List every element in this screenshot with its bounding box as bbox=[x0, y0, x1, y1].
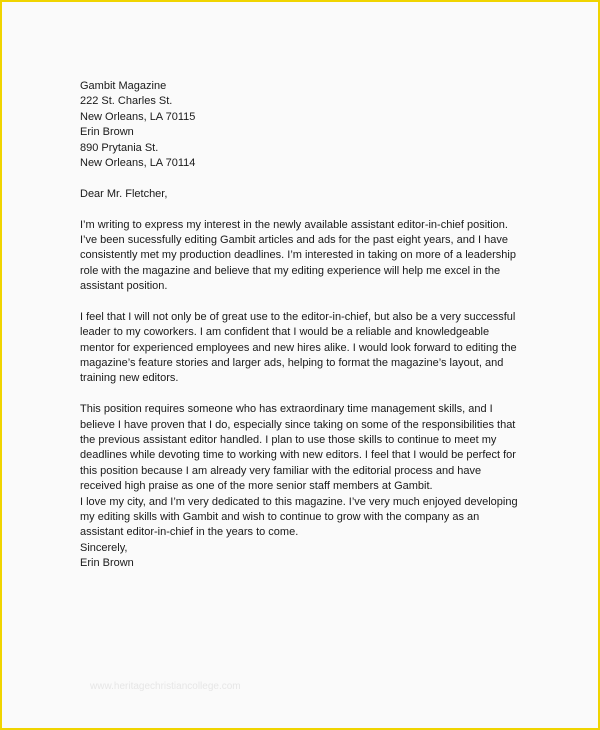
recipient-address-line: New Orleans, LA 70114 bbox=[80, 156, 196, 169]
paragraph-line: magazine’s feature stories and larger ads, helping to format the magazine’s layout, and bbox=[80, 357, 504, 370]
paragraph-2 bbox=[80, 310, 550, 387]
paragraph-line: role with the magazine and believe that my editing experience will help me excel in the bbox=[80, 264, 501, 277]
recipient-address bbox=[80, 125, 550, 171]
paragraph-line: believe I have proven that I do, especially since taking on some of the responsibilities that bbox=[80, 418, 516, 431]
signature: Erin Brown bbox=[80, 557, 134, 570]
paragraph-line: training new editors. bbox=[80, 372, 179, 385]
paragraph-line: mentor for experienced employees and new hires alike. I would look forward to editing the bbox=[80, 341, 517, 354]
paragraph-line: I love my city, and I’m very dedicated to this magazine. I’ve very much enjoyed developing bbox=[80, 495, 518, 508]
paragraph-line: leader to my coworkers. I am confident that I would be a reliable and knowledgeable bbox=[80, 326, 490, 339]
sender-address-line: Gambit Magazine bbox=[80, 80, 167, 92]
recipient-address-line: Erin Brown bbox=[80, 126, 134, 139]
cover-letter bbox=[80, 79, 550, 572]
recipient-address-line: 890 Prytania St. bbox=[80, 141, 159, 154]
paragraph-4 bbox=[80, 495, 550, 541]
paragraph-line: This position requires someone who has extraordinary time management skills, and I bbox=[80, 403, 493, 416]
sender-address-line: 222 St. Charles St. bbox=[80, 95, 173, 108]
paragraph-line: assistant editor-in-chief in the years to come. bbox=[80, 526, 299, 539]
paragraph-line: this position because I am already very familiar with the editorial process and have bbox=[80, 464, 482, 477]
paragraph-line: consistently met my production deadlines. I’m interested in taking on more of a leadership bbox=[80, 249, 516, 262]
watermark: www.heritagechristiancollege.com bbox=[90, 681, 241, 692]
paragraph-3 bbox=[80, 402, 550, 494]
paragraph-line: assistant position. bbox=[80, 280, 168, 293]
paragraph-line: I’ve been sucessfully editing Gambit articles and ads for the past eight years, and I have bbox=[80, 233, 509, 246]
salutation: Dear Mr. Fletcher, bbox=[80, 187, 168, 200]
paragraph-line: I’m writing to express my interest in the newly available assistant editor-in-chief position. bbox=[80, 218, 508, 231]
closing: Sincerely, bbox=[80, 541, 128, 554]
document-page bbox=[2, 2, 598, 728]
paragraph-line: I feel that I will not only be of great use to the editor-in-chief, but also be a very successful bbox=[80, 310, 516, 323]
paragraph-line: my editing skills with Gambit and wish to continue to grow with the company as an bbox=[80, 510, 480, 523]
paragraph-line: deadlines while devoting time to working with new editors. I feel that I would be perfect for bbox=[80, 449, 516, 462]
paragraph-line: the previous assistant editor handled. I plan to use those skills to continue to meet my bbox=[80, 433, 497, 446]
sender-address bbox=[80, 79, 550, 125]
paragraph-line: received high praise as one of the more senior staff members at Gambit. bbox=[80, 480, 433, 493]
paragraph-1 bbox=[80, 218, 550, 295]
sender-address-line: New Orleans, LA 70115 bbox=[80, 110, 196, 123]
